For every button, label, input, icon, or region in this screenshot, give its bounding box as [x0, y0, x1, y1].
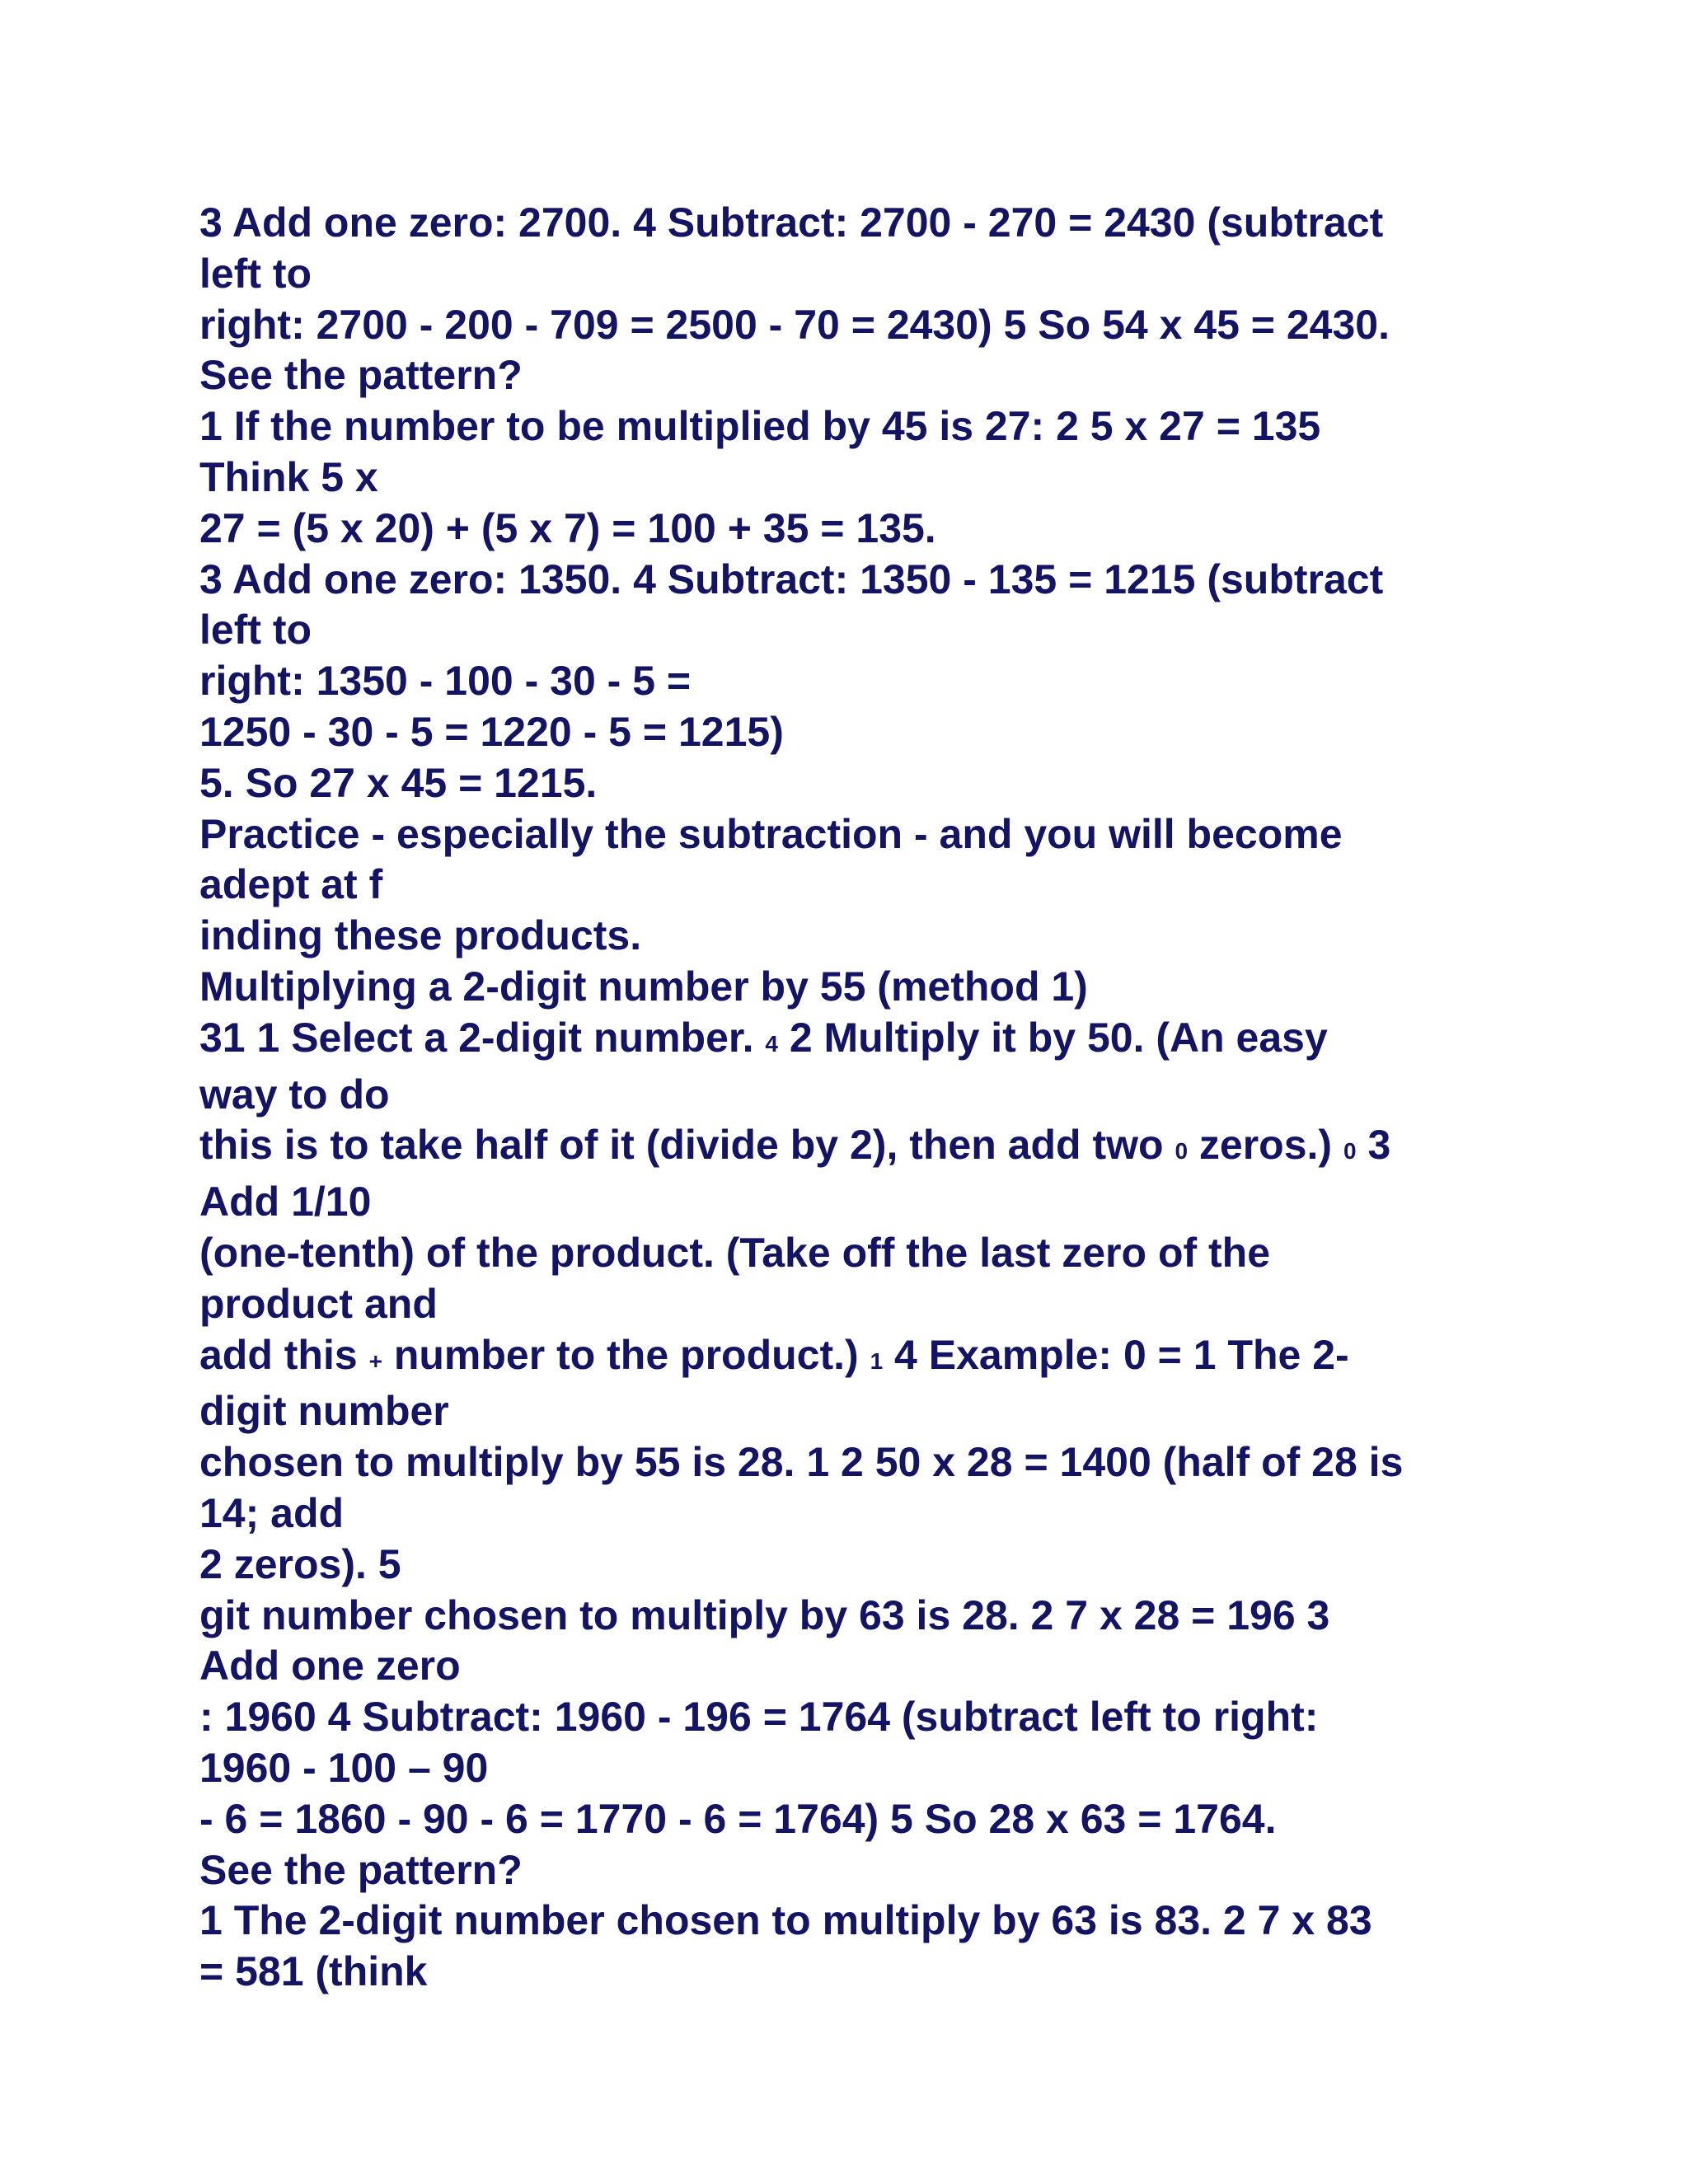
text-run: See the pattern? — [199, 1846, 523, 1893]
text-run: 1960 - 100 – 90 — [199, 1744, 489, 1791]
text-line — [199, 1692, 1518, 1743]
text-run: git number chosen to multiply by 63 is 28. 2 7 x 28 = 196 3 — [199, 1591, 1330, 1638]
text-line — [199, 1896, 1518, 1947]
text-run: 4 Example: 0 = 1 The 2- — [883, 1331, 1349, 1378]
text-line — [199, 1279, 1518, 1330]
text-run: 14; add — [199, 1489, 345, 1536]
text-line — [199, 1794, 1518, 1845]
text-run: chosen to multiply by 55 is 28. 1 2 50 x 28 = 1400 (half of 28 is — [199, 1439, 1404, 1486]
text-run: = 581 (think — [199, 1948, 428, 1995]
text-run: left to — [199, 250, 312, 297]
text-run: product and — [199, 1280, 438, 1327]
text-run: 2 Multiply it by 50. (An easy — [777, 1014, 1328, 1061]
text-run: number to the product.) — [382, 1331, 870, 1378]
text-line — [199, 1641, 1518, 1692]
text-line — [199, 605, 1518, 656]
text-line — [199, 504, 1518, 555]
text-run: inding these products. — [199, 912, 642, 959]
text-line — [199, 1330, 1518, 1387]
text-line — [199, 1591, 1518, 1642]
text-run: digit number — [199, 1388, 449, 1435]
text-line — [199, 1743, 1518, 1794]
text-line — [199, 1386, 1518, 1437]
text-line — [199, 1228, 1518, 1279]
text-run: Practice - especially the subtraction - and you will become — [199, 810, 1343, 857]
text-run: 5. So 27 x 45 = 1215. — [199, 759, 598, 806]
text-line — [199, 401, 1518, 452]
text-line — [199, 1070, 1518, 1121]
text-run: zeros.) — [1188, 1122, 1343, 1169]
text-run: this is to take half of it (divide by 2), then add two — [199, 1122, 1175, 1169]
text-line — [199, 300, 1518, 351]
text-line — [199, 809, 1518, 860]
inline-small-glyph: 1 — [870, 1347, 884, 1374]
text-line — [199, 452, 1518, 504]
text-line — [199, 962, 1518, 1013]
inline-small-glyph: 0 — [1343, 1138, 1357, 1165]
text-line — [199, 1177, 1518, 1228]
text-run: See the pattern? — [199, 352, 523, 399]
text-line — [199, 555, 1518, 606]
text-line — [199, 1013, 1518, 1070]
text-line — [199, 758, 1518, 809]
text-line — [199, 860, 1518, 911]
text-run: 1 If the number to be multiplied by 45 is 27: 2 5 x 27 = 135 — [199, 403, 1321, 450]
text-run: 3 Add one zero: 2700. 4 Subtract: 2700 - 270 = 2430 (subtract — [199, 199, 1384, 246]
document-text — [199, 198, 1518, 1998]
text-run: Add 1/10 — [199, 1179, 372, 1226]
inline-small-glyph: 0 — [1175, 1138, 1189, 1165]
text-run: Add one zero — [199, 1643, 461, 1690]
text-run: 1 The 2-digit number chosen to multiply by 63 is 83. 2 7 x 83 — [199, 1897, 1372, 1944]
text-run: 3 Add one zero: 1350. 4 Subtract: 1350 - 135 = 1215 (subtract — [199, 555, 1384, 602]
text-run: : 1960 4 Subtract: 1960 - 196 = 1764 (subtract left to right: — [199, 1694, 1319, 1741]
text-line — [199, 1120, 1518, 1177]
text-line — [199, 1845, 1518, 1896]
text-run: 1250 - 30 - 5 = 1220 - 5 = 1215) — [199, 708, 784, 755]
text-line — [199, 1437, 1518, 1488]
text-run: Multiplying a 2-digit number by 55 (method 1) — [199, 963, 1088, 1010]
text-run: Think 5 x — [199, 453, 378, 500]
text-line — [199, 911, 1518, 962]
text-run: way to do — [199, 1071, 390, 1118]
text-run: 3 — [1356, 1122, 1391, 1169]
text-run: add this — [199, 1331, 369, 1378]
text-line — [199, 1540, 1518, 1591]
text-run: left to — [199, 607, 312, 654]
text-run: 27 = (5 x 20) + (5 x 7) = 100 + 35 = 135. — [199, 504, 936, 551]
text-run: (one-tenth) of the product. (Take off the last zero of the — [199, 1229, 1271, 1276]
text-run: right: 1350 - 100 - 30 - 5 = — [199, 658, 692, 705]
text-line — [199, 1488, 1518, 1540]
text-line — [199, 656, 1518, 707]
text-run: adept at f — [199, 861, 383, 908]
inline-small-glyph: 4 — [765, 1030, 778, 1057]
text-run: - 6 = 1860 - 90 - 6 = 1770 - 6 = 1764) 5 So 28 x 63 = 1764. — [199, 1795, 1277, 1842]
text-line — [199, 707, 1518, 758]
text-line — [199, 249, 1518, 300]
text-line — [199, 1947, 1518, 1998]
text-run: 2 zeros). 5 — [199, 1540, 401, 1587]
text-run: right: 2700 - 200 - 709 = 2500 - 70 = 2430) 5 So 54 x 45 = 2430. — [199, 301, 1390, 348]
text-line — [199, 198, 1518, 249]
text-line — [199, 350, 1518, 401]
text-run: 31 1 Select a 2-digit number. — [199, 1014, 766, 1061]
inline-small-glyph: + — [368, 1347, 382, 1374]
